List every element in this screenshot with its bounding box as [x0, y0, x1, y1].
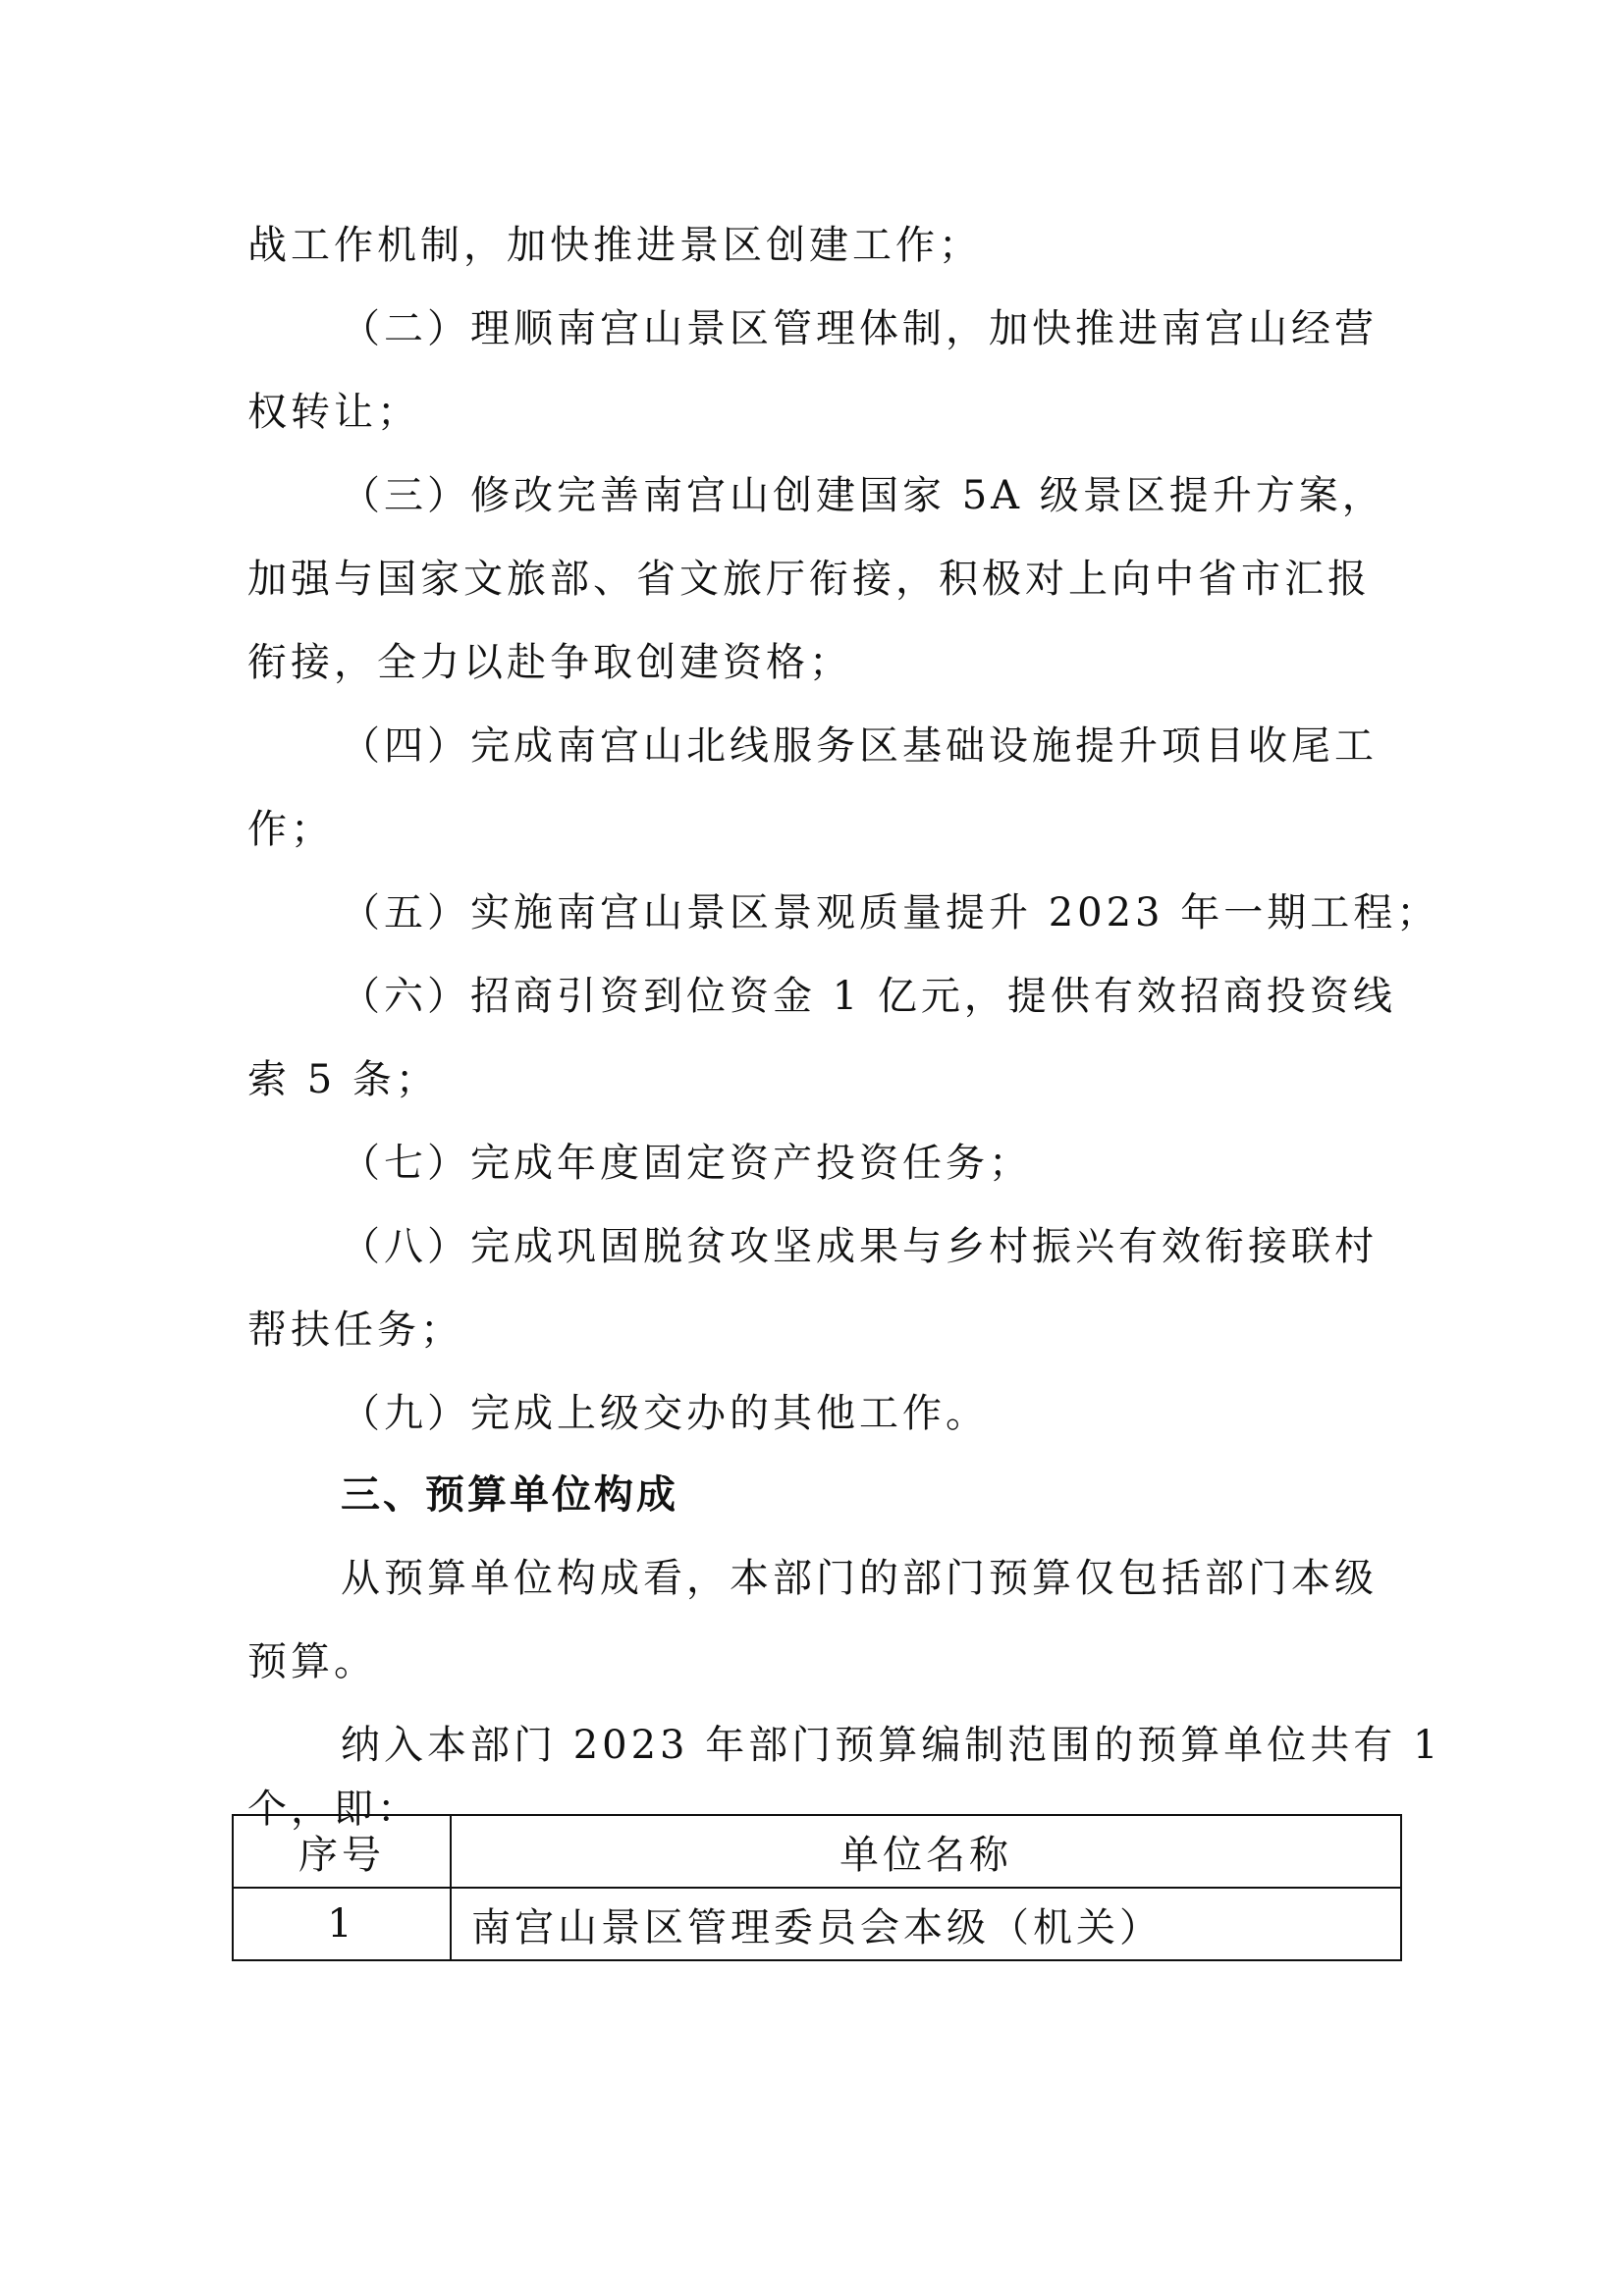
list-item-5: （五）实施南宫山景区景观质量提升 2023 年一期工程； — [341, 890, 1440, 935]
body-text-line: 个，即： — [247, 1787, 420, 1832]
list-item-9: （九）完成上级交办的其他工作。 — [341, 1391, 989, 1436]
list-item-6: （六）招商引资到位资金 1 亿元，提供有效招商投资线 — [341, 974, 1396, 1019]
body-text-line: 纳入本部门 2023 年部门预算编制范围的预算单位共有 1 — [341, 1723, 1442, 1768]
body-text-line: 作； — [247, 807, 334, 852]
body-text-line: 战工作机制，加快推进景区创建工作； — [247, 223, 982, 268]
table-cell-unit-name: 南宫山景区管理委员会本级（机关） — [451, 1888, 1401, 1960]
list-item-8: （八）完成巩固脱贫攻坚成果与乡村振兴有效衔接联村 — [341, 1224, 1378, 1269]
list-item-3: （三）修改完善南宫山创建国家 5A 级景区提升方案， — [341, 473, 1385, 518]
list-item-2: （二）理顺南宫山景区管理体制，加快推进南宫山经营 — [341, 306, 1378, 351]
section-heading: 三、预算单位构成 — [341, 1472, 678, 1518]
column-header-index: 序号 — [233, 1815, 451, 1888]
budget-unit-table — [232, 1814, 1402, 1961]
body-text-line: 从预算单位构成看，本部门的部门预算仅包括部门本级 — [341, 1556, 1378, 1601]
list-item-7: （七）完成年度固定资产投资任务； — [341, 1141, 1032, 1186]
table-cell-index: 1 — [233, 1888, 451, 1960]
table-header-row — [233, 1815, 1401, 1888]
table-row — [233, 1888, 1401, 1960]
body-text-line: 帮扶任务； — [247, 1308, 463, 1353]
body-text-line: 加强与国家文旅部、省文旅厅衔接，积极对上向中省市汇报 — [247, 557, 1371, 602]
body-text-line: 权转让； — [247, 390, 420, 435]
body-text-line: 预算。 — [247, 1639, 377, 1684]
body-text-line: 索 5 条； — [247, 1057, 439, 1102]
column-header-unit-name: 单位名称 — [451, 1815, 1401, 1888]
body-text-line: 衔接，全力以赴争取创建资格； — [247, 640, 852, 685]
list-item-4: （四）完成南宫山北线服务区基础设施提升项目收尾工 — [341, 723, 1378, 769]
